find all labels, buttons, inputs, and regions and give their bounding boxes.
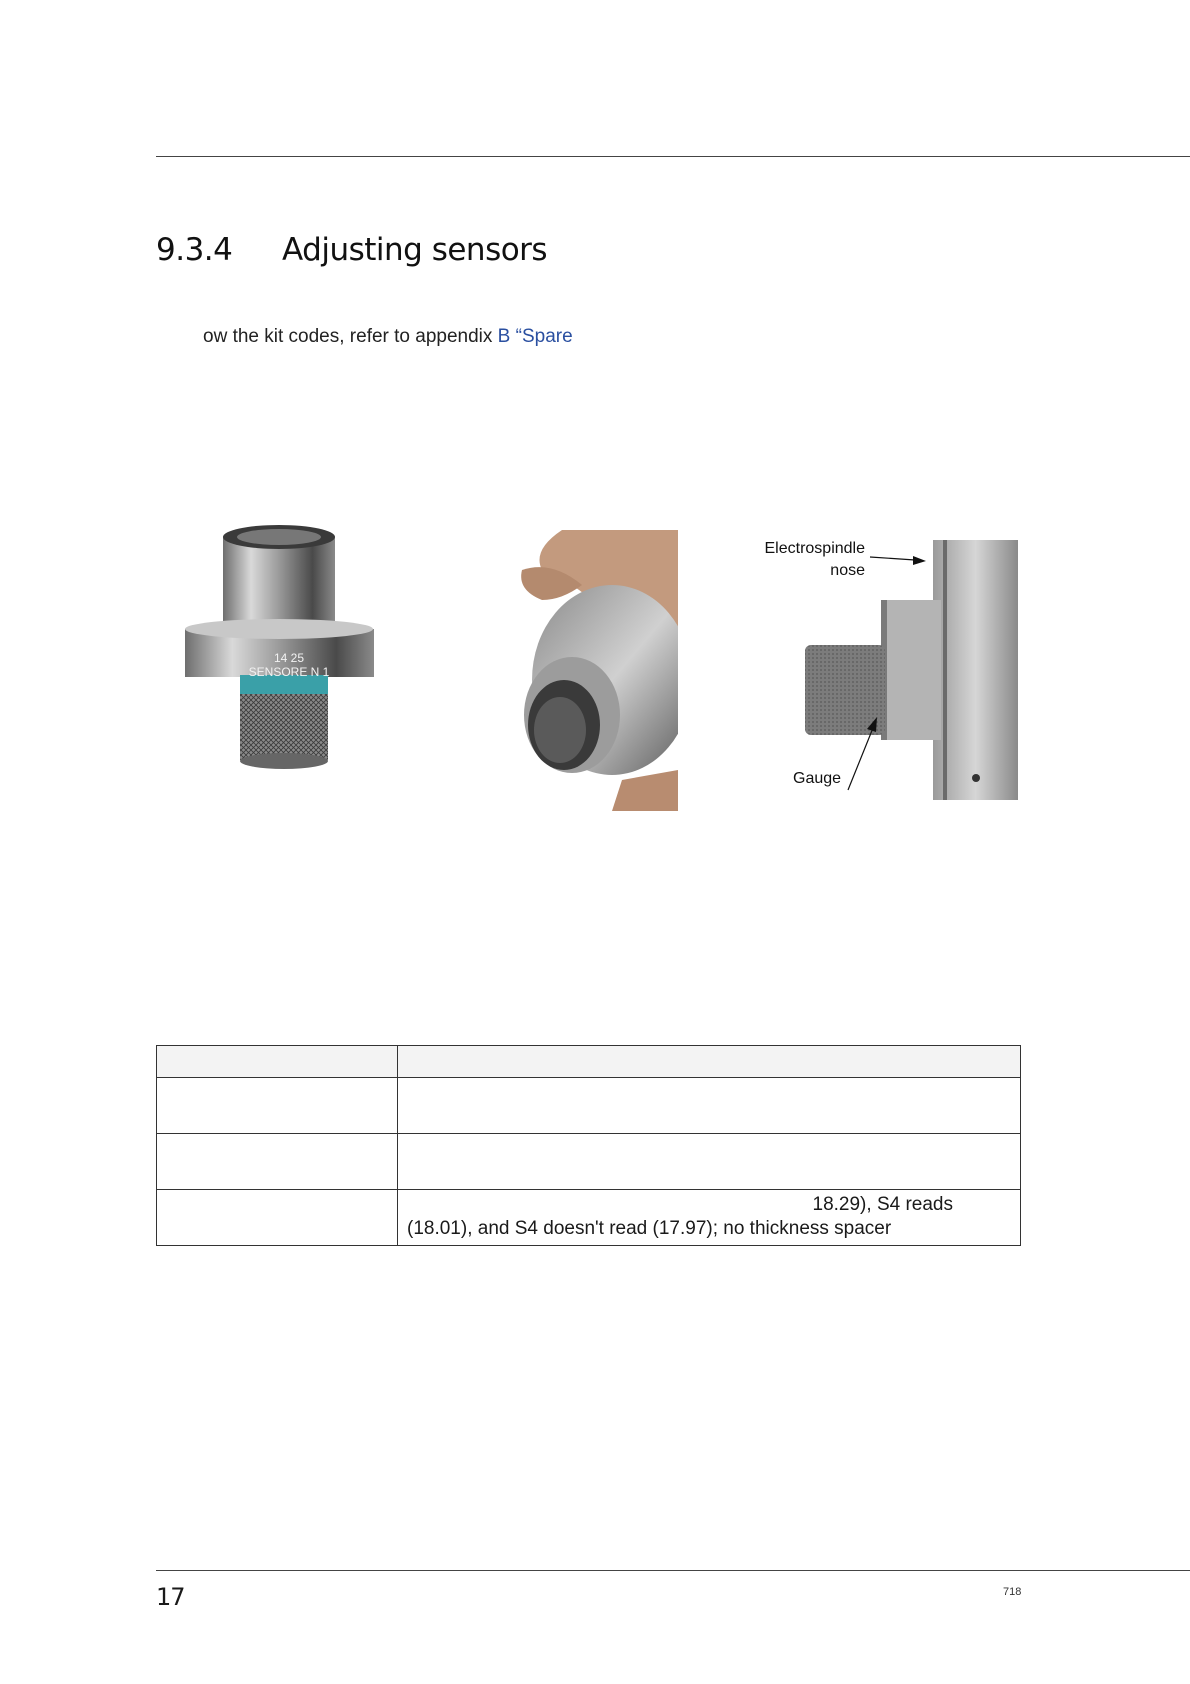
- gauge-label-line2: SENSORE N 1: [248, 665, 330, 679]
- callout-nose-line1: Electrospindle: [764, 540, 865, 557]
- table-cell: [157, 1134, 398, 1190]
- table-header-row: [157, 1046, 1021, 1078]
- page-number: 17: [156, 1583, 185, 1611]
- table-header-cell: [157, 1046, 398, 1078]
- table-row3-line2: (18.01), and S4 doesn't read (17.97); no thickness spacer: [407, 1218, 892, 1239]
- footer-rule: [156, 1570, 1190, 1571]
- table-header-cell: [398, 1046, 1021, 1078]
- table-cell: [398, 1190, 1021, 1246]
- table-cell: [157, 1190, 398, 1246]
- appendix-link[interactable]: B “Spare: [497, 326, 573, 347]
- section-number: 9.3.4: [156, 232, 233, 268]
- section-title: Adjusting sensors: [282, 232, 548, 268]
- intro-sentence: ow the kit codes, refer to appendix: [203, 326, 498, 347]
- callout-gauge: Gauge: [793, 770, 842, 787]
- table-cell: [157, 1078, 398, 1134]
- table-cell: [398, 1134, 1021, 1190]
- table-cell: [398, 1078, 1021, 1134]
- gauge-label-line1: 14 25: [273, 651, 305, 665]
- table-row3-line1: 18.29), S4 reads: [812, 1194, 953, 1215]
- table-row: [157, 1134, 1021, 1190]
- table-row: [157, 1190, 1021, 1246]
- callout-nose-line2: nose: [830, 562, 865, 579]
- document-code: 718: [1003, 1586, 1022, 1598]
- sensor-table: [156, 1045, 1021, 1246]
- table-row: [157, 1078, 1021, 1134]
- table-cell-text: [407, 1190, 1011, 1241]
